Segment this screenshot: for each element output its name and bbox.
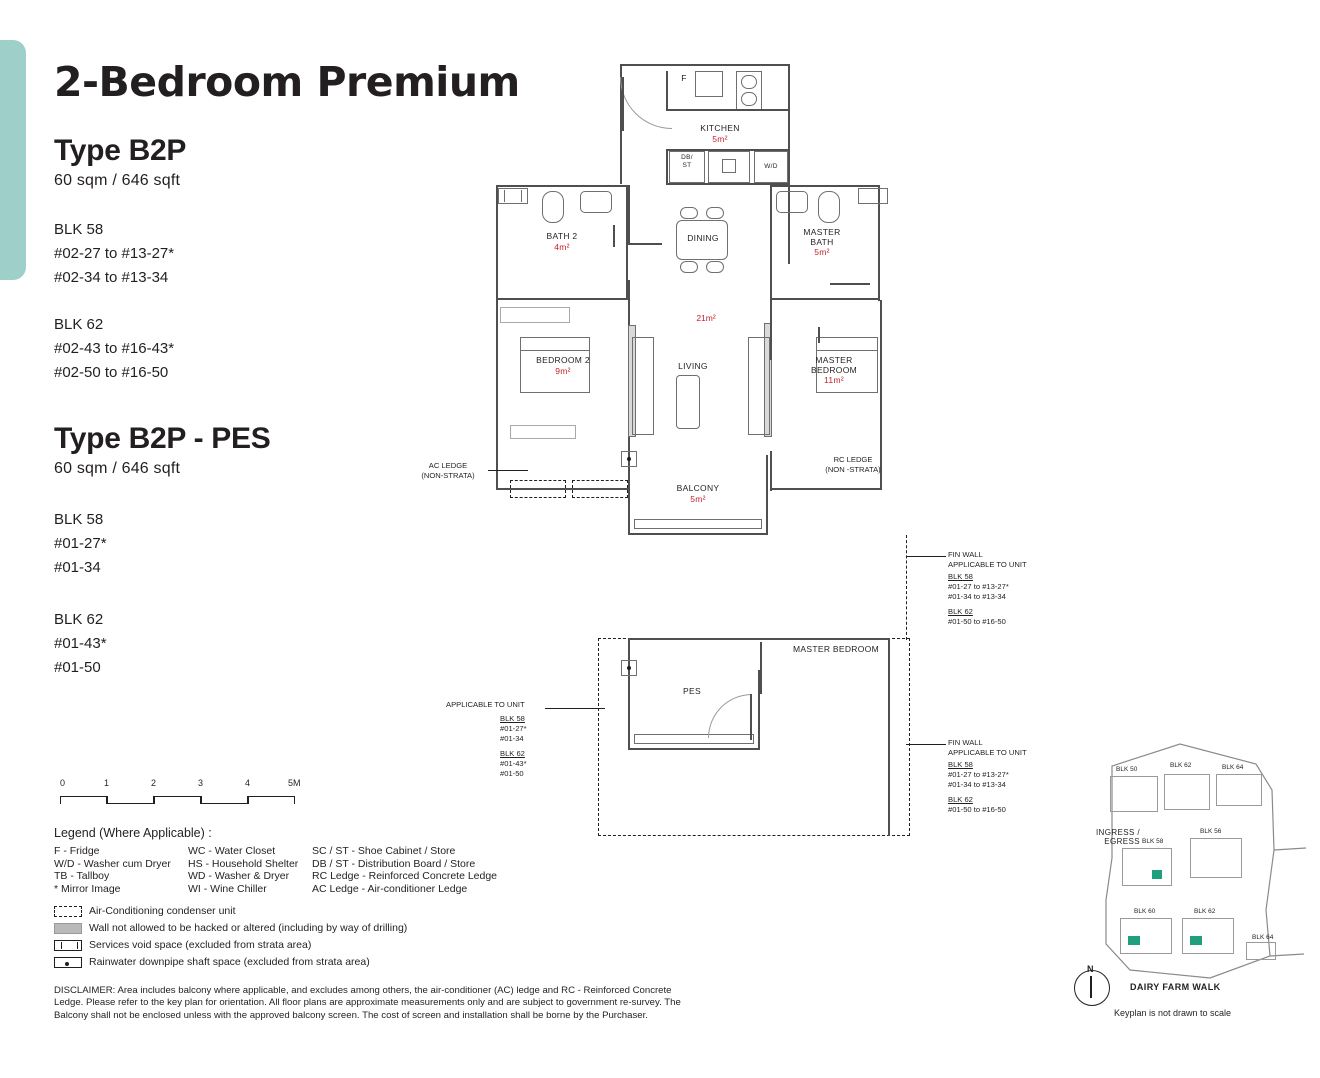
unit-label: #02-43 to #16-43* — [54, 340, 175, 357]
services-void — [858, 188, 888, 204]
fin-wall-callout-top: FIN WALL APPLICABLE TO UNIT BLK 58 #01-27 to #13-27* #01-34 to #13-34 BLK 62 #01-50 to #16-50 — [948, 550, 1027, 626]
type-b2p-blk62 — [54, 313, 174, 385]
keyplan-block — [1246, 942, 1276, 960]
keyplan-blk-label: BLK 64 — [1252, 934, 1274, 941]
keyplan-blk-label: BLK 50 — [1116, 766, 1138, 773]
kitchen-name: KITCHEN — [700, 123, 740, 133]
legend-item: WI - Wine Chiller — [188, 882, 267, 895]
dining-label: DINING — [687, 233, 719, 243]
key-plan — [1060, 730, 1310, 1020]
keyplan-blk-label: BLK 62 — [1170, 762, 1192, 769]
solid-wall-icon — [54, 923, 82, 934]
unit-label: #02-50 to #16-50 — [54, 364, 169, 381]
legend-swatch-row — [54, 954, 407, 971]
balcony-label: BALCONY 5m² — [676, 483, 720, 504]
legend-item: F - Fridge — [54, 845, 100, 857]
street-label: DAIRY FARM WALK — [1130, 982, 1221, 992]
legend-item: DB / ST - Distribution Board / Store — [312, 857, 476, 870]
legend-swatch-row — [54, 920, 407, 937]
keyplan-block — [1110, 776, 1158, 812]
keyplan-block — [1190, 838, 1242, 878]
type-b2p-heading — [54, 134, 186, 190]
keyplan-block — [1122, 848, 1172, 886]
unit-label: #01-27* — [54, 535, 107, 552]
kitchen-area: 5m² — [712, 134, 728, 144]
legend-item: AC Ledge - Air-conditioner Ledge — [312, 882, 468, 895]
keyplan-blk-label: BLK 62 — [1194, 908, 1216, 915]
legend-item: HS - Household Shelter — [188, 857, 299, 870]
legend-item: W/D - Washer cum Dryer — [54, 857, 171, 870]
master-bath-label: MASTER BATH 5m² — [803, 227, 841, 257]
rc-ledge-note: RC LEDGE (NON -STRATA) — [825, 455, 881, 474]
unit-label: #02-34 to #13-34 — [54, 269, 169, 286]
legend-swatch-row — [54, 937, 407, 954]
unit-label: #02-27 to #13-27* — [54, 245, 175, 262]
legend-item: RC Ledge - Reinforced Concrete Ledge — [312, 870, 498, 883]
living-area-value: 21m² — [696, 313, 716, 323]
keyplan-blk-label: BLK 64 — [1222, 764, 1244, 771]
blk-label: BLK 62 — [54, 316, 104, 333]
ac-condenser-unit — [572, 480, 628, 498]
keyplan-blk-label: BLK 58 — [1142, 838, 1164, 845]
type-b2p-pes-heading — [54, 422, 270, 478]
scale-tick: 2 — [151, 778, 157, 788]
scale-tick: 4 — [245, 778, 251, 788]
master-bedroom-label: MASTER BEDROOM 11m² — [810, 355, 858, 385]
scale-bar — [60, 778, 310, 814]
db-st-label: DB/ ST — [681, 154, 693, 169]
legend-swatch-label: Air-Conditioning condenser unit — [89, 905, 236, 917]
accent-bar — [0, 40, 26, 280]
keyplan-highlight-unit — [1152, 870, 1162, 879]
floor-plan-pes — [590, 630, 920, 840]
pes-master-bedroom-label: MASTER BEDROOM — [793, 644, 879, 654]
legend-item: TB - Tallboy — [54, 870, 110, 883]
type-b2p-blk58 — [54, 218, 174, 290]
type-b2p-name: Type B2P — [54, 134, 187, 167]
legend-title: Legend (Where Applicable) : — [54, 826, 212, 840]
fridge-label: F — [681, 73, 687, 83]
legend-item: SC / ST - Shoe Cabinet / Store — [312, 845, 456, 857]
bath2-label: BATH 2 4m² — [546, 231, 578, 252]
rainwater-downpipe-icon — [54, 957, 82, 968]
fin-wall-callout-bottom: FIN WALL APPLICABLE TO UNIT BLK 58 #01-27 to #13-27* #01-34 to #13-34 BLK 62 #01-50 to #16-50 — [948, 738, 1027, 814]
page-title: 2-Bedroom Premium — [54, 58, 520, 106]
floor-plan-upper — [480, 55, 920, 555]
keyplan-blk-label: BLK 60 — [1134, 908, 1156, 915]
scale-tick: 0 — [60, 778, 66, 788]
scale-tick: 3 — [198, 778, 204, 788]
legend-item: WD - Washer & Dryer — [188, 870, 290, 883]
scale-tick: 5M — [288, 778, 301, 788]
keyplan-blk-label: BLK 56 — [1200, 828, 1222, 835]
bedroom2-label: BEDROOM 2 9m² — [536, 355, 590, 376]
disclaimer-text: DISCLAIMER: Area includes balcony where applicable, and excludes among others, the air-conditioner (AC) ledge and RC - Reinforced Concrete Ledge. Please refer to the key plan for orientation. All floor plans are approximate measurements only and are subject to government re-survey. The Balcony shall not be enclosed unless with the approved balcony screen. The cost of screen and installation shall be borne by the Purchaser. — [54, 985, 681, 1021]
scale-tick: 1 — [104, 778, 110, 788]
compass-icon — [1074, 970, 1110, 1006]
legend-abbrev-grid — [54, 845, 654, 899]
unit-label: #01-50 — [54, 659, 101, 676]
unit-label: #01-43* — [54, 635, 107, 652]
ac-condenser-unit — [510, 480, 566, 498]
type-b2p-pes-blk62 — [54, 608, 107, 680]
ingress-egress-label: INGRESS / EGRESS — [1095, 828, 1140, 846]
blk-label: BLK 58 — [54, 221, 104, 238]
keyplan-caption: Keyplan is not drawn to scale — [1114, 1008, 1232, 1018]
legend-item: * Mirror Image — [54, 882, 121, 895]
type-b2p-pes-name: Type B2P - PES — [54, 422, 271, 455]
wd-label: W/D — [764, 163, 778, 170]
legend-swatches — [54, 903, 407, 971]
blk-label: BLK 62 — [54, 611, 104, 628]
compass-north-label: N — [1087, 964, 1094, 974]
type-b2p-pes-blk58 — [54, 508, 107, 580]
keyplan-highlight-unit — [1128, 936, 1140, 945]
legend-swatch-label: Wall not allowed to be hacked or altered (including by way of drilling) — [89, 922, 408, 934]
keyplan-block — [1216, 774, 1262, 806]
keyplan-block — [1164, 774, 1210, 810]
ac-ledge-note: AC LEDGE (NON-STRATA) — [421, 461, 475, 480]
fin-wall-line — [906, 535, 907, 640]
legend-swatch-label: Rainwater downpipe shaft space (excluded from strata area) — [89, 956, 370, 968]
pes-label: PES — [683, 686, 701, 696]
type-b2p-pes-area: 60 sqm / 646 sqft — [54, 460, 181, 477]
blk-label: BLK 58 — [54, 511, 104, 528]
legend-swatch-label: Services void space (excluded from strata area) — [89, 939, 312, 951]
unit-label: #01-34 — [54, 559, 101, 576]
ac-condenser-icon — [54, 906, 82, 917]
applicable-to-unit-callout: APPLICABLE TO UNIT — [446, 700, 525, 709]
type-b2p-area: 60 sqm / 646 sqft — [54, 172, 181, 189]
applicable-to-unit-blocks: BLK 58 #01-27* #01-34 BLK 62 #01-43* #01-50 — [500, 714, 527, 778]
legend-item: WC - Water Closet — [188, 845, 276, 857]
services-void-icon — [54, 940, 82, 951]
legend-swatch-row — [54, 903, 407, 920]
kitchen-label — [660, 123, 780, 145]
living-label: LIVING — [678, 361, 708, 371]
keyplan-highlight-unit — [1190, 936, 1202, 945]
